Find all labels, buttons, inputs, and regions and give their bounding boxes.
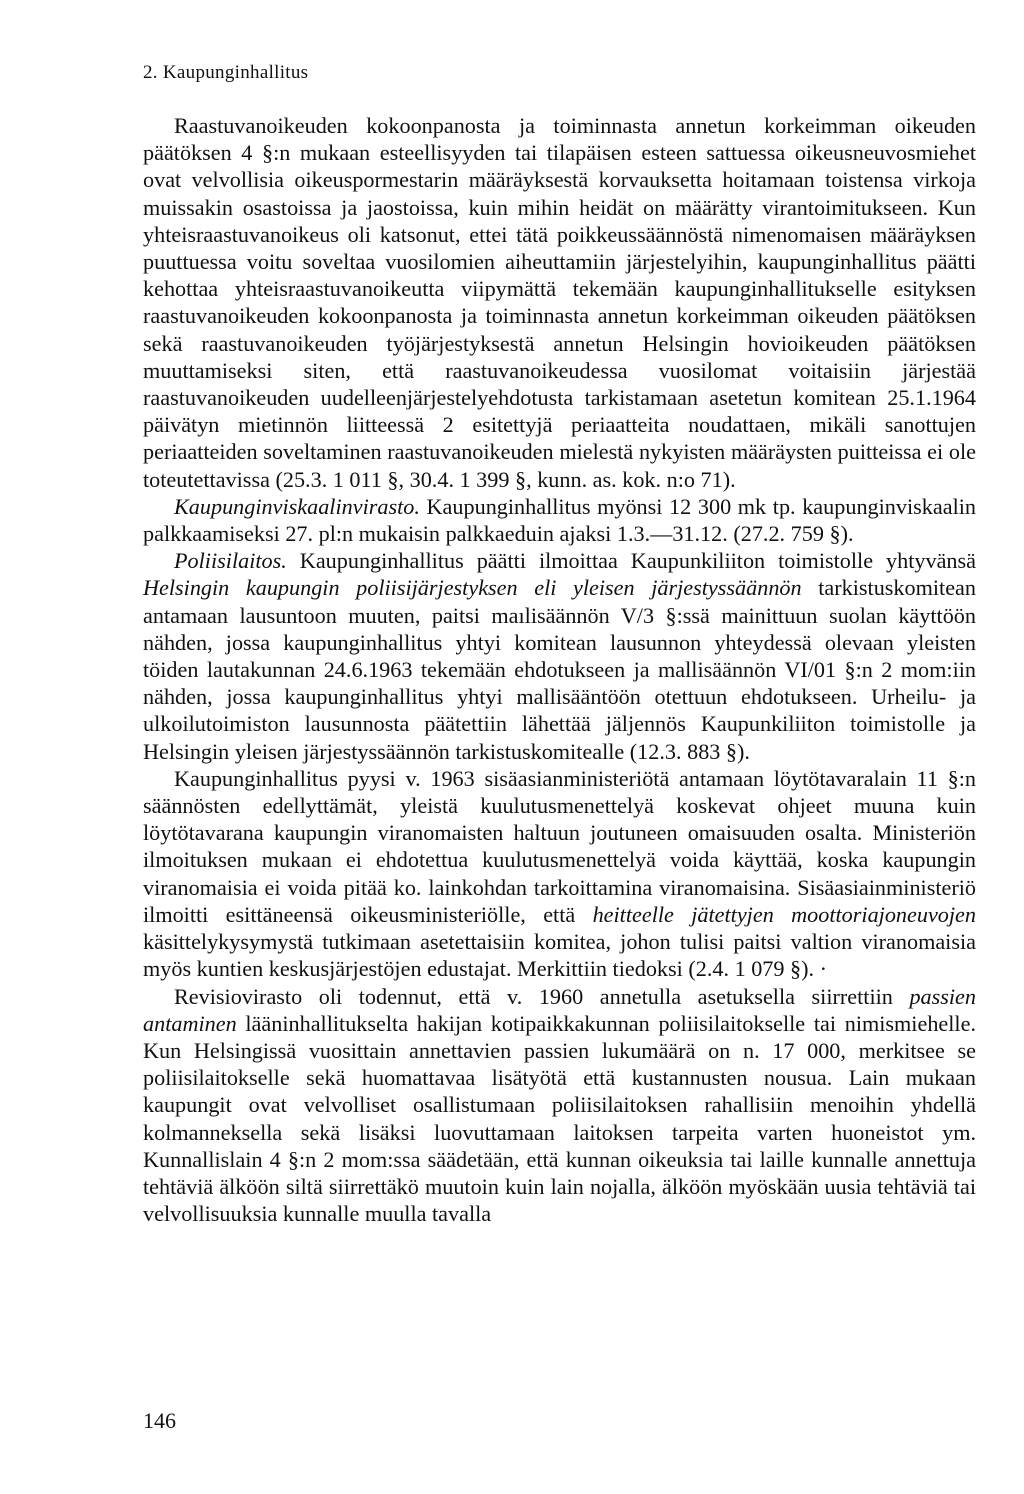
- page-header: 2. Kaupunginhallitus: [143, 62, 309, 83]
- paragraph-text: Revisiovirasto oli todennut, että v. 1960 annetulla asetuksella siirrettiin: [174, 983, 910, 1009]
- paragraph-text: tarkistuskomitean antamaan lausuntoon muuten, paitsi maılisäännön V/3 §:ssä mainittuun suolan käyttöön nähden, jossa kaupunginhallitus yhtyi komitean lausunnon yhteydessä olevaan yleisten töiden lautakunnan 24.6.1963 tekemään ehdotukseen ja mallisäännön VI/01 §:n 2 mom:iin nähden, jossa kaupunginhallitus yhtyi mallisääntöön otettuun ehdotukseen. Urheilu- ja ulkoilutoimiston lausunnosta päätettiin lähettää jäljennös Kaupunkiliiton toimistolle ja Helsingin yleisen järjestyssäännön tarkistuskomitealle (12.3. 883 §).: [143, 575, 976, 764]
- emphasis-text: Helsingin kaupungin poliisijärjestyksen eli yleisen järjestyssäännön: [143, 575, 802, 601]
- subheading-city-attorney-office: Kaupunginviskaalinvirasto.: [174, 493, 420, 519]
- emphasis-text: passien antaminen: [143, 983, 976, 1036]
- paragraph-lost-property: [143, 765, 976, 983]
- body-text: [143, 112, 976, 1227]
- subheading-police-department: Poliisilaitos.: [174, 548, 287, 574]
- paragraph-police: [143, 547, 976, 765]
- page-number: 146: [143, 1408, 176, 1433]
- paragraph-text: Raastuvanoikeuden kokoonpanosta ja toiminnasta annetun korkeimman oikeuden päätöksen 4 §:n mukaan esteellisyyden tai tilapäisen esteen sattuessa oikeusneuvosmiehet ovat velvollisia oikeuspormestarin määräyksestä korvauksetta hoitamaan toistensa virkoja muissakin osastoissa ja jaostoissa, kuin mihin heidät on määrätty virantoimitukseen. Kun yhteisraastuvanoikeus oli katsonut, ettei tätä poikkeussäännöstä nimenomaisen määräyksen puuttuessa voitu soveltaa vuosilomien aiheuttamiin järjestelyihin, kaupunginhallitus päätti kehottaa yhteisraastuvanoikeutta viipymättä tekemään kaupunginhallitukselle esityksen raastuvanoikeuden kokoonpanosta ja toiminnasta annetun korkeimman oikeuden päätöksen sekä raastuvanoikeuden työjärjestyksestä annetun Helsingin hovioikeuden päätöksen muuttamiseksi siten, että raastuvanoikeudessa vuosilomat voitaisiin järjestää raastuvanoikeuden uudelleenjärjestelyehdotusta tarkistamaan asetetun komitean 25.1.1964 päivätyn mietinnön liitteessä 2 esitettyjä periaatteita noudattaen, mikäli sanottujen periaatteiden soveltaminen raastuvanoikeuden mielestä nykyisten määräysten puitteissa ei ole toteutettavissa (25.3. 1 011 §, 30.4. 1 399 §, kunn. as. kok. n:o 71).: [143, 113, 976, 492]
- paragraph-courts: [143, 112, 976, 493]
- paragraph-passports: [143, 983, 976, 1228]
- paragraph-text: Kaupunginhallitus pyysi v. 1963 sisäasianministeriötä antamaan löytötavaralain 11 §:n säännösten edellyttämät, yleistä kuulutusmenettelyä koskevat ohjeet muuna kuin löytötavarana kaupungin viranomaisten haltuun joutuneen omaisuuden osalta. Ministeriön ilmoituksen mukaan ei ehdotettua kuulutusmenettelyä voida käyttää, koska kaupungin viranomaisia ei voida pitää ko. lainkohdan tarkoittamina viranomaisina. Sisäasiainministeriö ilmoitti esittäneensä oikeusministeriölle, että: [143, 765, 976, 927]
- paragraph-text: lääninhallitukselta hakijan kotipaikkakunnan poliisilaitokselle tai nimismiehelle. Kun Helsingissä vuosittain annettavien passien lukumäärä on n. 17 000, merkitsee se poliisilaitokselle sekä huomattavaa lisätyötä että kustannusten nousua. Lain mukaan kaupungit ovat velvolliset osallistumaan poliisilaitoksen rahallisiin menoihin yhdellä kolmanneksella sekä lisäksi luovuttamaan laitoksen tarpeita varten huoneistot ym. Kunnallislain 4 §:n 2 mom:ssa säädetään, että kunnan oikeuksia tai laille kunnalle annettuja tehtäviä älköön siltä siirrettäkö muutoin kuin lain nojalla, älköön myöskään uusia tehtäviä tai velvollisuuksia kunnalle muulla tavalla: [143, 1010, 976, 1227]
- paragraph-text: Kaupunginhallitus myönsi 12 300 mk tp. kaupunginviskaalin palkkaamiseksi 27. pl:n mukaisin palkkaeduin ajaksi 1.3.—31.12. (27.2. 759 §).: [143, 493, 976, 547]
- paragraph-text: Kaupunginhallitus päätti ilmoittaa Kaupunkiliiton toimistolle yhtyvänsä: [286, 548, 976, 574]
- paragraph-city-attorney: [143, 493, 976, 547]
- emphasis-text: heitteelle jätettyjen moottoriajoneuvojen: [592, 901, 976, 927]
- paragraph-text: käsittelykysymystä tutkimaan asetettaisiin komitea, johon tulisi paitsi valtion viranomaisia myös kuntien keskusjärjestöjen edustajat. Merkittiin tiedoksi (2.4. 1 079 §). ·: [143, 929, 976, 982]
